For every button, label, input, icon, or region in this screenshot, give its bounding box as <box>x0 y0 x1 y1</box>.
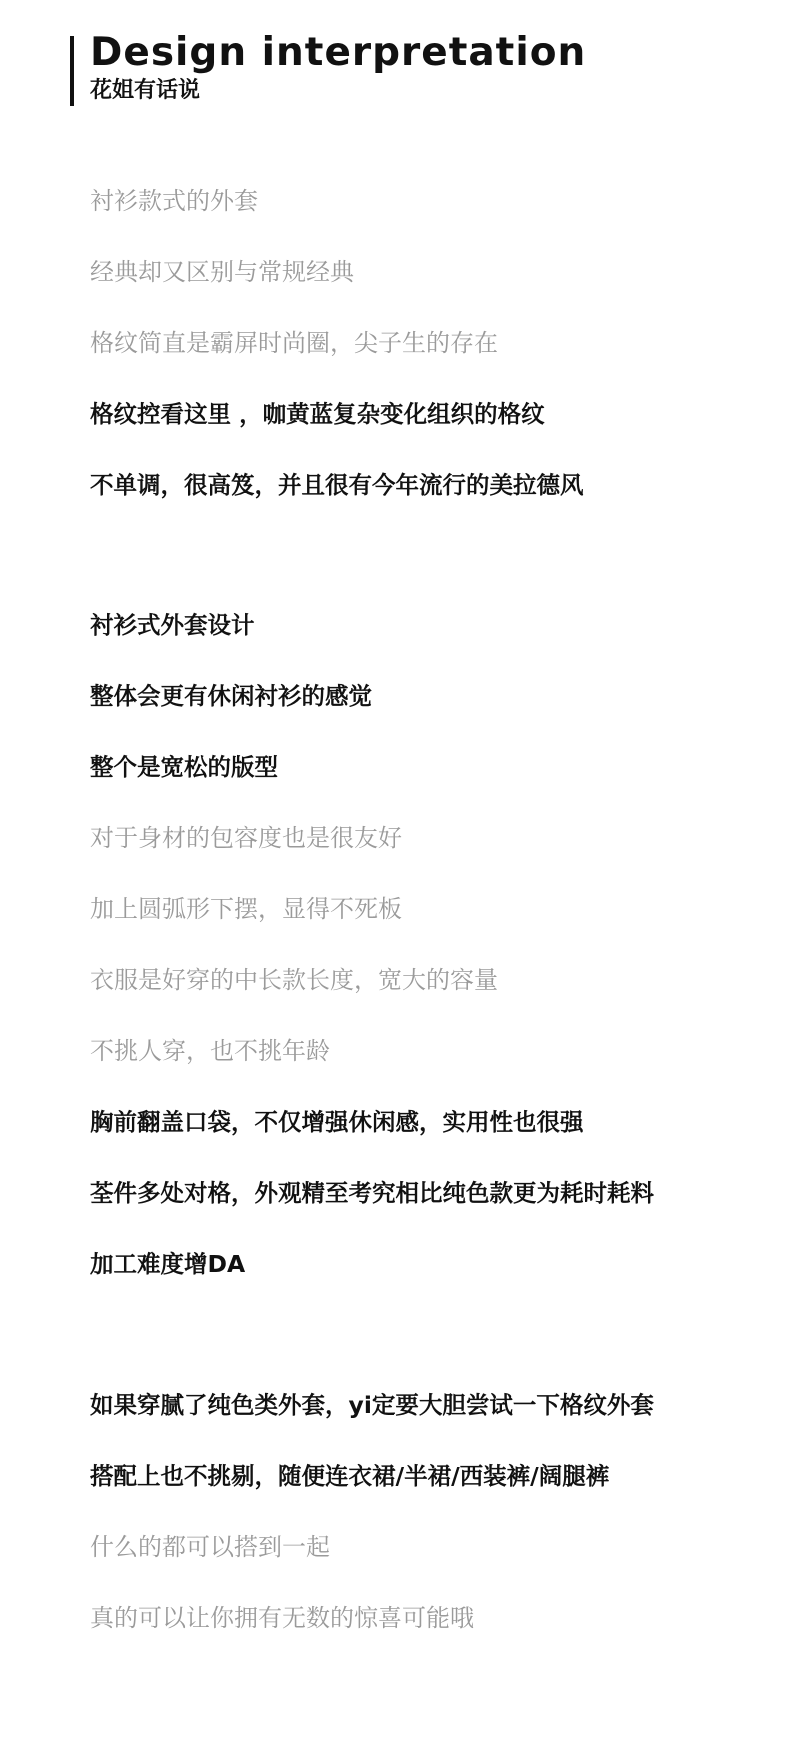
text-line: 对于身材的包容度也是很友好 <box>90 824 402 852</box>
text-line: 如果穿腻了纯色类外套，yi定要大胆尝试一下格纹外套 <box>90 1391 654 1419</box>
text-line: 胸前翻盖口袋，不仅增强休闲感，实用性也很强 <box>90 1108 584 1136</box>
text-line: 什么的都可以搭到一起 <box>90 1533 330 1561</box>
text-line: 真的可以让你拥有无数的惊喜可能哦 <box>90 1604 474 1632</box>
text-line: 不挑人穿，也不挑年龄 <box>90 1037 330 1065</box>
text-line: 荃件多处对格，外观精至考究相比纯色款更为耗时耗料 <box>90 1179 654 1207</box>
section-header <box>70 30 770 108</box>
header-accent-bar <box>70 36 74 106</box>
text-line: 不单调，很高笈，并且很有今年流行的美拉德风 <box>90 471 584 499</box>
text-line: 经典却又区别与常规经典 <box>90 258 354 286</box>
header-subtitle: 花姐有话说 <box>90 78 201 103</box>
text-line: 搭配上也不挑剔，随便连衣裙/半裙/西装裤/阔腿裤 <box>90 1462 610 1490</box>
text-line: 格纹简直是霸屏时尚圈，尖子生的存在 <box>90 329 498 357</box>
text-line: 衬衫式外套设计 <box>90 611 255 639</box>
text-line: 格纹控看这里 ，咖黄蓝复杂变化组织的格纹 <box>90 400 545 428</box>
text-line: 衣服是好穿的中长款长度，宽大的容量 <box>90 966 498 994</box>
header-title: Design interpretation <box>90 30 587 75</box>
text-line: 加工难度增DA <box>90 1250 246 1278</box>
text-line: 加上圆弧形下摆，显得不死板 <box>90 895 402 923</box>
text-line: 衬衫款式的外套 <box>90 187 258 215</box>
text-line: 整个是宽松的版型 <box>90 753 278 781</box>
text-line: 整体会更有休闲衬衫的感觉 <box>90 682 372 710</box>
